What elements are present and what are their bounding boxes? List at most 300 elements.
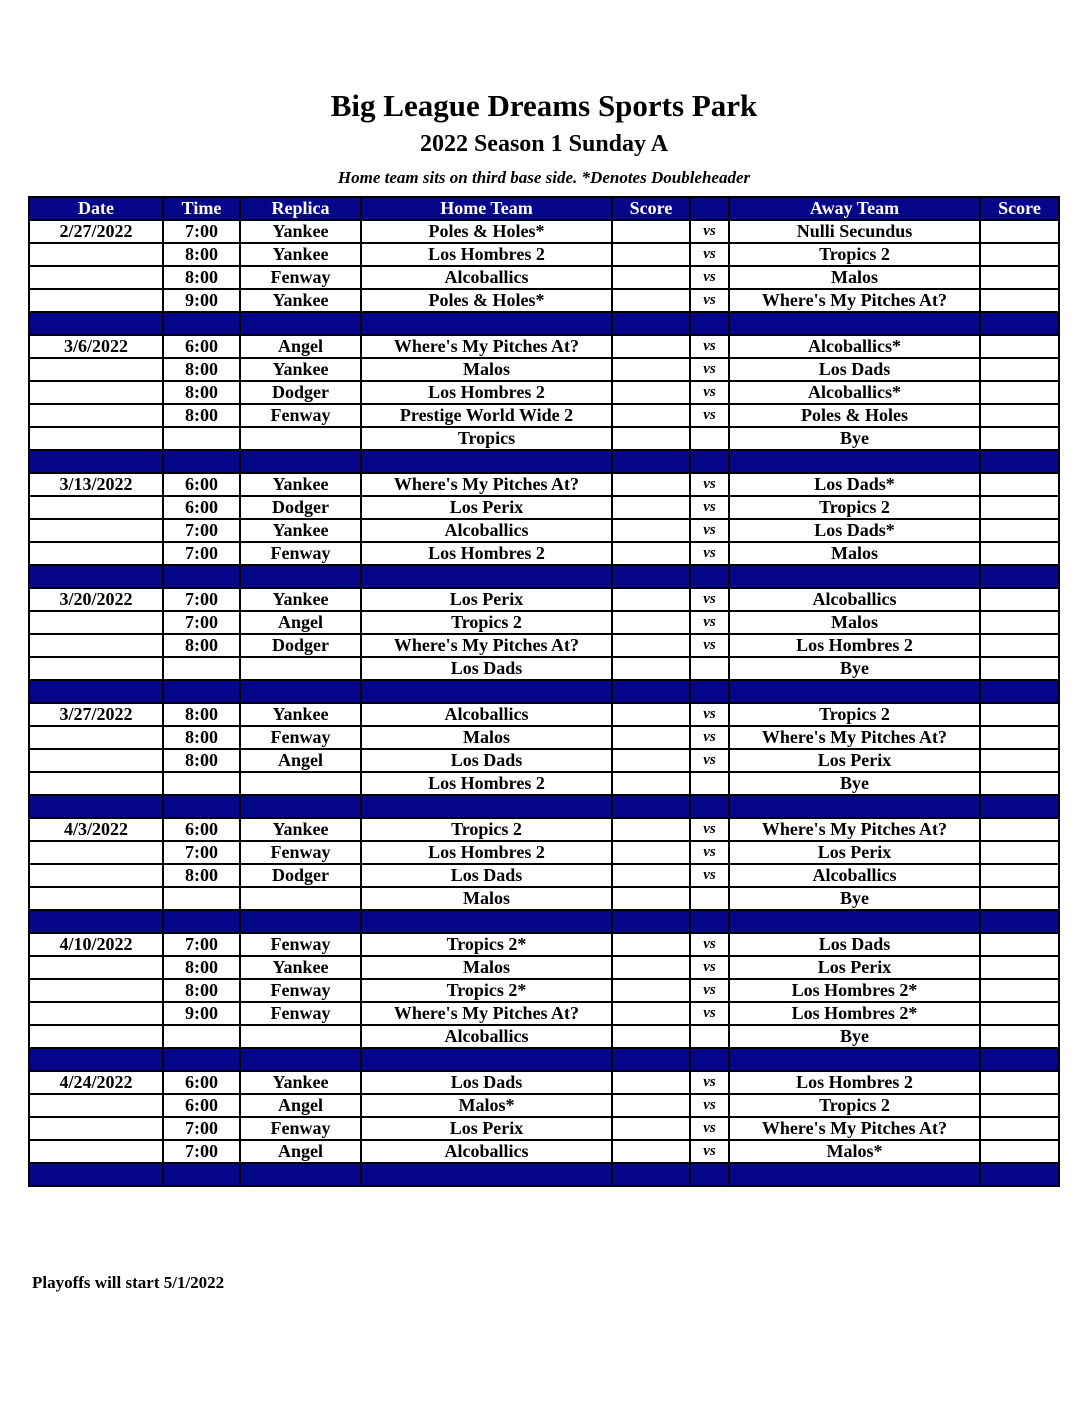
time-cell: 8:00: [163, 266, 240, 289]
vs-cell: vs: [690, 864, 729, 887]
col-home-score: Score: [612, 197, 690, 220]
separator-cell: [729, 795, 980, 818]
page-subtitle: 2022 Season 1 Sunday A: [419, 131, 669, 157]
replica-cell: Yankee: [240, 1071, 361, 1094]
separator-cell: [240, 312, 361, 335]
date-cell: [29, 611, 163, 634]
away-team-cell: Bye: [729, 1025, 980, 1048]
away-score-cell: [980, 657, 1059, 680]
game-row: [29, 979, 1059, 1002]
date-cell: 4/10/2022: [29, 933, 163, 956]
away-score-cell: [980, 496, 1059, 519]
time-cell: 8:00: [163, 749, 240, 772]
game-row: [29, 956, 1059, 979]
vs-cell: [690, 657, 729, 680]
home-score-cell: [612, 519, 690, 542]
separator-cell: [729, 910, 980, 933]
replica-cell: Fenway: [240, 979, 361, 1002]
away-team-cell: Where's My Pitches At?: [729, 289, 980, 312]
game-row: [29, 266, 1059, 289]
col-away-team: Away Team: [729, 197, 980, 220]
home-team-cell: Where's My Pitches At?: [361, 634, 612, 657]
replica-cell: Fenway: [240, 1002, 361, 1025]
game-row: [29, 289, 1059, 312]
replica-cell: Yankee: [240, 519, 361, 542]
away-score-cell: [980, 1140, 1059, 1163]
header-row: [29, 197, 1059, 220]
home-score-cell: [612, 243, 690, 266]
home-score-cell: [612, 749, 690, 772]
separator-cell: [690, 1048, 729, 1071]
vs-cell: vs: [690, 749, 729, 772]
home-score-cell: [612, 289, 690, 312]
away-score-cell: [980, 703, 1059, 726]
replica-cell: Yankee: [240, 358, 361, 381]
separator-cell: [612, 1048, 690, 1071]
away-team-cell: Los Dads*: [729, 519, 980, 542]
replica-cell: Fenway: [240, 933, 361, 956]
date-cell: [29, 542, 163, 565]
away-team-cell: Bye: [729, 657, 980, 680]
home-score-cell: [612, 266, 690, 289]
date-cell: 4/24/2022: [29, 1071, 163, 1094]
separator-cell: [361, 1048, 612, 1071]
replica-cell: Yankee: [240, 243, 361, 266]
away-team-cell: Tropics 2: [729, 496, 980, 519]
time-cell: 7:00: [163, 841, 240, 864]
vs-cell: vs: [690, 956, 729, 979]
away-team-cell: Alcoballics*: [729, 335, 980, 358]
time-cell: 8:00: [163, 726, 240, 749]
time-cell: 7:00: [163, 220, 240, 243]
away-score-cell: [980, 1002, 1059, 1025]
time-cell: 7:00: [163, 519, 240, 542]
date-cell: [29, 979, 163, 1002]
home-score-cell: [612, 335, 690, 358]
time-cell: 7:00: [163, 611, 240, 634]
home-score-cell: [612, 657, 690, 680]
home-team-cell: Poles & Holes*: [361, 220, 612, 243]
separator-cell: [690, 312, 729, 335]
replica-cell: Angel: [240, 1094, 361, 1117]
vs-cell: vs: [690, 519, 729, 542]
separator-cell: [361, 910, 612, 933]
separator-cell: [612, 450, 690, 473]
date-cell: 4/3/2022: [29, 818, 163, 841]
away-score-cell: [980, 519, 1059, 542]
vs-cell: vs: [690, 496, 729, 519]
time-cell: 9:00: [163, 1002, 240, 1025]
schedule-body: [29, 220, 1059, 1186]
game-row: [29, 1094, 1059, 1117]
separator-cell: [980, 910, 1059, 933]
separator-cell: [361, 312, 612, 335]
vs-cell: [690, 427, 729, 450]
separator-cell: [163, 1048, 240, 1071]
away-score-cell: [980, 979, 1059, 1002]
separator-cell: [163, 1163, 240, 1186]
separator-cell: [29, 680, 163, 703]
separator-cell: [980, 450, 1059, 473]
vs-cell: vs: [690, 243, 729, 266]
time-cell: 8:00: [163, 634, 240, 657]
away-team-cell: Where's My Pitches At?: [729, 818, 980, 841]
home-score-cell: [612, 887, 690, 910]
home-score-cell: [612, 841, 690, 864]
home-team-cell: Los Perix: [361, 496, 612, 519]
replica-cell: Yankee: [240, 473, 361, 496]
time-cell: 6:00: [163, 496, 240, 519]
separator-cell: [361, 565, 612, 588]
date-cell: [29, 358, 163, 381]
time-cell: 8:00: [163, 243, 240, 266]
game-row: [29, 864, 1059, 887]
away-team-cell: Malos*: [729, 1140, 980, 1163]
separator-cell: [729, 680, 980, 703]
replica-cell: Yankee: [240, 289, 361, 312]
away-team-cell: Poles & Holes: [729, 404, 980, 427]
replica-cell: Angel: [240, 611, 361, 634]
home-score-cell: [612, 956, 690, 979]
replica-cell: Fenway: [240, 542, 361, 565]
away-score-cell: [980, 726, 1059, 749]
home-score-cell: [612, 726, 690, 749]
away-score-cell: [980, 542, 1059, 565]
vs-cell: vs: [690, 1140, 729, 1163]
game-row: [29, 818, 1059, 841]
away-score-cell: [980, 473, 1059, 496]
replica-cell: Yankee: [240, 588, 361, 611]
game-row: [29, 427, 1059, 450]
replica-cell: Angel: [240, 749, 361, 772]
away-team-cell: Bye: [729, 427, 980, 450]
home-team-cell: Los Dads: [361, 1071, 612, 1094]
vs-cell: vs: [690, 841, 729, 864]
time-cell: 8:00: [163, 956, 240, 979]
away-score-cell: [980, 404, 1059, 427]
away-team-cell: Bye: [729, 772, 980, 795]
time-cell: 8:00: [163, 979, 240, 1002]
home-team-cell: Los Perix: [361, 588, 612, 611]
replica-cell: [240, 887, 361, 910]
replica-cell: [240, 1025, 361, 1048]
replica-cell: Yankee: [240, 703, 361, 726]
home-team-cell: Los Hombres 2: [361, 542, 612, 565]
separator-cell: [690, 565, 729, 588]
separator-cell: [612, 795, 690, 818]
replica-cell: Yankee: [240, 956, 361, 979]
game-row: [29, 887, 1059, 910]
home-team-cell: Tropics 2*: [361, 979, 612, 1002]
separator-cell: [361, 1163, 612, 1186]
home-team-cell: Tropics 2*: [361, 933, 612, 956]
date-cell: 3/20/2022: [29, 588, 163, 611]
home-team-cell: Los Hombres 2: [361, 772, 612, 795]
time-cell: [163, 1025, 240, 1048]
home-team-cell: Malos*: [361, 1094, 612, 1117]
vs-cell: vs: [690, 1071, 729, 1094]
date-cell: [29, 496, 163, 519]
time-cell: 6:00: [163, 1094, 240, 1117]
away-score-cell: [980, 358, 1059, 381]
game-row: [29, 749, 1059, 772]
home-team-cell: Los Hombres 2: [361, 841, 612, 864]
date-cell: [29, 749, 163, 772]
time-cell: 6:00: [163, 473, 240, 496]
home-score-cell: [612, 772, 690, 795]
replica-cell: Yankee: [240, 818, 361, 841]
home-score-cell: [612, 818, 690, 841]
replica-cell: Dodger: [240, 634, 361, 657]
home-score-cell: [612, 1117, 690, 1140]
vs-cell: vs: [690, 1002, 729, 1025]
separator-cell: [980, 565, 1059, 588]
home-score-cell: [612, 1140, 690, 1163]
separator-cell: [690, 680, 729, 703]
time-cell: 6:00: [163, 1071, 240, 1094]
away-team-cell: Los Hombres 2: [729, 634, 980, 657]
home-score-cell: [612, 473, 690, 496]
away-team-cell: Nulli Secundus: [729, 220, 980, 243]
away-score-cell: [980, 841, 1059, 864]
week-separator: [29, 680, 1059, 703]
home-team-cell: Where's My Pitches At?: [361, 1002, 612, 1025]
schedule-note: Home team sits on third base side. *Denotes Doubleheader: [337, 168, 751, 187]
away-score-cell: [980, 1094, 1059, 1117]
home-team-cell: Prestige World Wide 2: [361, 404, 612, 427]
replica-cell: [240, 427, 361, 450]
game-row: [29, 1140, 1059, 1163]
away-score-cell: [980, 220, 1059, 243]
game-row: [29, 1025, 1059, 1048]
col-vs: [690, 197, 729, 220]
game-row: [29, 335, 1059, 358]
time-cell: 6:00: [163, 818, 240, 841]
separator-cell: [729, 450, 980, 473]
game-row: [29, 519, 1059, 542]
vs-cell: vs: [690, 588, 729, 611]
replica-cell: Angel: [240, 335, 361, 358]
date-cell: [29, 266, 163, 289]
time-cell: 7:00: [163, 933, 240, 956]
away-team-cell: Los Hombres 2*: [729, 979, 980, 1002]
week-separator: [29, 1163, 1059, 1186]
separator-cell: [612, 680, 690, 703]
separator-cell: [361, 795, 612, 818]
away-team-cell: Los Perix: [729, 956, 980, 979]
away-score-cell: [980, 427, 1059, 450]
home-team-cell: Tropics 2: [361, 818, 612, 841]
vs-cell: vs: [690, 335, 729, 358]
home-score-cell: [612, 979, 690, 1002]
game-row: [29, 473, 1059, 496]
away-team-cell: Malos: [729, 611, 980, 634]
separator-cell: [29, 795, 163, 818]
vs-cell: vs: [690, 634, 729, 657]
separator-cell: [240, 795, 361, 818]
home-score-cell: [612, 496, 690, 519]
replica-cell: Fenway: [240, 726, 361, 749]
home-score-cell: [612, 404, 690, 427]
vs-cell: [690, 887, 729, 910]
week-separator: [29, 312, 1059, 335]
away-team-cell: Bye: [729, 887, 980, 910]
home-team-cell: Malos: [361, 887, 612, 910]
time-cell: [163, 772, 240, 795]
away-team-cell: Tropics 2: [729, 1094, 980, 1117]
date-cell: [29, 1002, 163, 1025]
time-cell: 8:00: [163, 864, 240, 887]
home-score-cell: [612, 933, 690, 956]
home-team-cell: Where's My Pitches At?: [361, 335, 612, 358]
vs-cell: vs: [690, 1117, 729, 1140]
away-score-cell: [980, 335, 1059, 358]
separator-cell: [29, 565, 163, 588]
separator-cell: [163, 312, 240, 335]
game-row: [29, 381, 1059, 404]
game-row: [29, 611, 1059, 634]
game-row: [29, 588, 1059, 611]
away-team-cell: Los Perix: [729, 749, 980, 772]
separator-cell: [612, 1163, 690, 1186]
date-cell: [29, 519, 163, 542]
game-row: [29, 933, 1059, 956]
home-score-cell: [612, 611, 690, 634]
game-row: [29, 726, 1059, 749]
col-time: Time: [163, 197, 240, 220]
vs-cell: vs: [690, 358, 729, 381]
separator-cell: [29, 1048, 163, 1071]
away-team-cell: Los Hombres 2: [729, 1071, 980, 1094]
home-score-cell: [612, 381, 690, 404]
home-score-cell: [612, 427, 690, 450]
separator-cell: [729, 1163, 980, 1186]
separator-cell: [163, 565, 240, 588]
home-score-cell: [612, 1094, 690, 1117]
away-team-cell: Malos: [729, 542, 980, 565]
home-score-cell: [612, 1002, 690, 1025]
time-cell: [163, 887, 240, 910]
separator-cell: [29, 312, 163, 335]
vs-cell: vs: [690, 220, 729, 243]
separator-cell: [240, 450, 361, 473]
home-team-cell: Tropics: [361, 427, 612, 450]
game-row: [29, 404, 1059, 427]
separator-cell: [612, 312, 690, 335]
col-date: Date: [29, 197, 163, 220]
replica-cell: [240, 772, 361, 795]
home-team-cell: Los Dads: [361, 749, 612, 772]
game-row: [29, 220, 1059, 243]
week-separator: [29, 450, 1059, 473]
game-row: [29, 1117, 1059, 1140]
game-row: [29, 542, 1059, 565]
schedule-table: [28, 196, 1060, 1187]
vs-cell: vs: [690, 266, 729, 289]
game-row: [29, 634, 1059, 657]
separator-cell: [980, 795, 1059, 818]
replica-cell: Fenway: [240, 266, 361, 289]
replica-cell: [240, 657, 361, 680]
away-team-cell: Tropics 2: [729, 703, 980, 726]
separator-cell: [163, 910, 240, 933]
away-score-cell: [980, 588, 1059, 611]
col-home-team: Home Team: [361, 197, 612, 220]
separator-cell: [163, 795, 240, 818]
replica-cell: Dodger: [240, 496, 361, 519]
away-score-cell: [980, 611, 1059, 634]
separator-cell: [163, 450, 240, 473]
away-team-cell: Alcoballics*: [729, 381, 980, 404]
week-separator: [29, 910, 1059, 933]
separator-cell: [980, 312, 1059, 335]
away-score-cell: [980, 243, 1059, 266]
time-cell: 9:00: [163, 289, 240, 312]
home-team-cell: Tropics 2: [361, 611, 612, 634]
vs-cell: vs: [690, 611, 729, 634]
separator-cell: [240, 1048, 361, 1071]
vs-cell: vs: [690, 933, 729, 956]
game-row: [29, 1002, 1059, 1025]
vs-cell: [690, 772, 729, 795]
separator-cell: [980, 1048, 1059, 1071]
vs-cell: vs: [690, 979, 729, 1002]
separator-cell: [361, 450, 612, 473]
playoffs-note: Playoffs will start 5/1/2022: [32, 1273, 225, 1292]
vs-cell: vs: [690, 703, 729, 726]
home-team-cell: Los Dads: [361, 864, 612, 887]
away-score-cell: [980, 749, 1059, 772]
date-cell: [29, 864, 163, 887]
away-team-cell: Tropics 2: [729, 243, 980, 266]
game-row: [29, 841, 1059, 864]
vs-cell: vs: [690, 1094, 729, 1117]
time-cell: 6:00: [163, 335, 240, 358]
home-team-cell: Los Dads: [361, 657, 612, 680]
away-score-cell: [980, 266, 1059, 289]
vs-cell: [690, 1025, 729, 1048]
page-title: Big League Dreams Sports Park: [330, 88, 758, 123]
time-cell: 8:00: [163, 404, 240, 427]
time-cell: 8:00: [163, 358, 240, 381]
separator-cell: [690, 1163, 729, 1186]
separator-cell: [690, 910, 729, 933]
home-score-cell: [612, 864, 690, 887]
away-team-cell: Alcoballics: [729, 588, 980, 611]
home-team-cell: Malos: [361, 956, 612, 979]
separator-cell: [980, 680, 1059, 703]
vs-cell: vs: [690, 473, 729, 496]
game-row: [29, 243, 1059, 266]
vs-cell: vs: [690, 289, 729, 312]
away-score-cell: [980, 772, 1059, 795]
time-cell: [163, 657, 240, 680]
home-team-cell: Alcoballics: [361, 266, 612, 289]
time-cell: [163, 427, 240, 450]
date-cell: 3/13/2022: [29, 473, 163, 496]
date-cell: [29, 404, 163, 427]
home-score-cell: [612, 634, 690, 657]
date-cell: [29, 772, 163, 795]
replica-cell: Fenway: [240, 841, 361, 864]
away-team-cell: Malos: [729, 266, 980, 289]
home-score-cell: [612, 588, 690, 611]
separator-cell: [729, 565, 980, 588]
time-cell: 8:00: [163, 381, 240, 404]
away-score-cell: [980, 1071, 1059, 1094]
vs-cell: vs: [690, 726, 729, 749]
week-separator: [29, 1048, 1059, 1071]
